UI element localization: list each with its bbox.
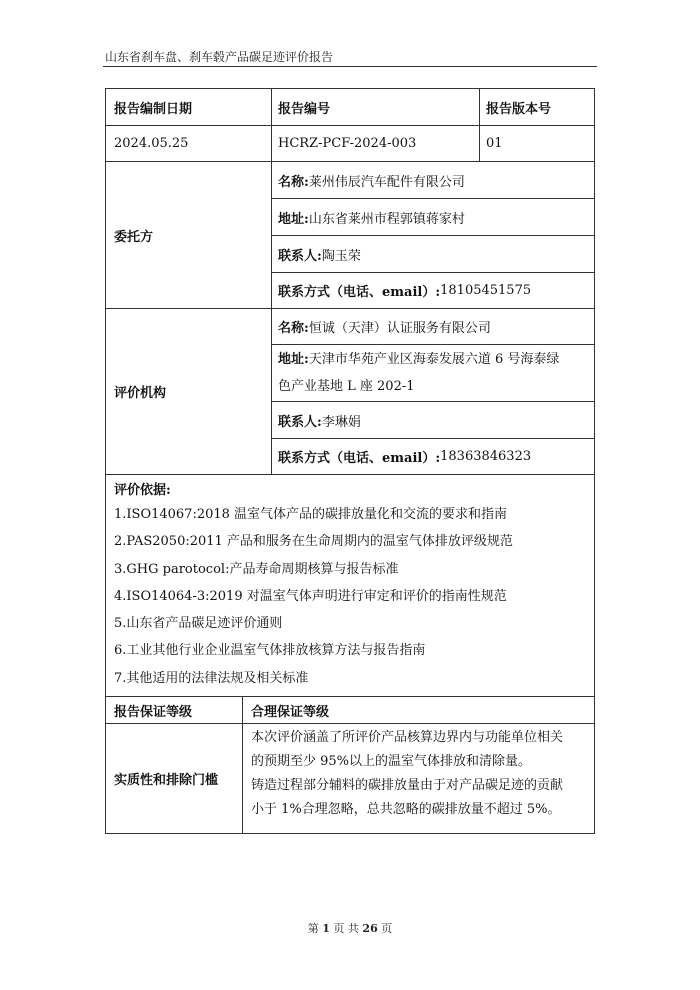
materiality-para-1-line-1: 本次评价涵盖了所评价产品核算边界内与功能单位相关 [251, 730, 564, 746]
assessor-section [106, 308, 594, 474]
footer-mid: 页 共 [333, 922, 359, 935]
page-footer [0, 920, 700, 936]
client-contact-row [272, 235, 594, 272]
materiality-para-2-line-1: 铸造过程部分辅料的碳排放量由于对产品碳足迹的贡献 [251, 778, 564, 794]
basis-item: 2.PAS2050:2011 产品和服务在生命周期内的温室气体排放评级规范 [114, 534, 513, 550]
footer-prefix: 第 [307, 922, 319, 935]
materiality-row [106, 723, 594, 833]
report-date: 2024.05.25 [114, 136, 189, 151]
client-name-value: 莱州伟辰汽车配件有限公司 [308, 174, 465, 190]
client-phone-value: 18105451575 [440, 283, 532, 298]
running-header: 山东省刹车盘、刹车毂产品碳足迹评价报告 [105, 50, 334, 64]
basis-item: 1.ISO14067:2018 温室气体产品的碳排放量化和交流的要求和指南 [114, 507, 508, 522]
date-header: 报告编制日期 [114, 101, 193, 117]
client-label: 委托方 [114, 229, 154, 245]
assessor-label: 评价机构 [114, 386, 167, 401]
basis-item: 6.工业其他行业企业温室气体排放核算方法与报告指南 [114, 643, 426, 659]
client-address-row [272, 198, 594, 235]
basis-item: 7.其他适用的法律法规及相关标准 [114, 670, 309, 686]
materiality-para-2-line-2: 小于 1%合理忽略，总共忽略的碳排放量不超过 5%。 [251, 802, 561, 818]
header-rule [103, 66, 597, 67]
client-phone-key: 联系方式（电话、email）: [278, 285, 441, 300]
assessor-address-line-2: 色产业基地 L 座 202-1 [278, 379, 415, 394]
assessment-basis [106, 474, 594, 696]
materiality-para-1-line-2: 的预期至少 95%以上的温室气体排放和清除量。 [251, 754, 532, 770]
client-address-key: 地址: [278, 211, 309, 227]
assessor-name-row [272, 309, 594, 344]
assessor-contact-value: 李琳娟 [321, 414, 361, 430]
assessor-contact-row [272, 401, 594, 438]
assessor-phone-row [272, 438, 594, 474]
footer-page-number: 1 [322, 922, 330, 935]
client-name-row [272, 162, 594, 198]
assessor-phone-key: 联系方式（电话、email）: [278, 451, 441, 466]
client-contact-key: 联系人: [278, 248, 322, 264]
basis-item: 4.ISO14064-3:2019 对温室气体声明进行审定和评价的指南性规范 [114, 588, 507, 604]
assessor-address-key: 地址: [278, 352, 309, 367]
report-version: 01 [479, 126, 594, 161]
table-values-row [106, 125, 594, 161]
assessor-name-key: 名称: [278, 321, 309, 336]
assessor-contact-key: 联系人: [278, 414, 322, 430]
assessor-address-row [272, 344, 594, 401]
assessor-name-value: 恒诚（天津）认证服务有限公司 [308, 321, 491, 336]
basis-item: 3.GHG parotocol:产品寿命周期核算与报告标准 [114, 561, 399, 577]
assessor-phone-value: 18363846323 [440, 449, 532, 464]
client-name-key: 名称: [278, 174, 309, 190]
footer-total-pages: 26 [362, 922, 378, 935]
materiality-label: 实质性和排除门槛 [114, 773, 219, 789]
client-section [106, 161, 594, 308]
basis-item: 5.山东省产品碳足迹评价通则 [114, 616, 283, 632]
version-header: 报告版本号 [479, 89, 594, 125]
assessor-address-line-1: 天津市华苑产业区海泰发展六道 6 号海泰绿 [308, 352, 560, 367]
assurance-row [106, 696, 594, 723]
report-info-table [105, 88, 595, 834]
number-header: 报告编号 [271, 89, 479, 125]
assurance-value: 合理保证等级 [242, 697, 594, 723]
table-header-row [106, 89, 594, 125]
assurance-label: 报告保证等级 [114, 704, 193, 720]
footer-suffix: 页 [381, 922, 393, 935]
client-phone-row [272, 272, 594, 308]
report-number: HCRZ-PCF-2024-003 [271, 126, 479, 161]
client-contact-value: 陶玉荣 [321, 248, 361, 264]
basis-title: 评价依据: [114, 483, 171, 498]
client-address-value: 山东省莱州市程郭镇蒋家村 [308, 211, 465, 227]
